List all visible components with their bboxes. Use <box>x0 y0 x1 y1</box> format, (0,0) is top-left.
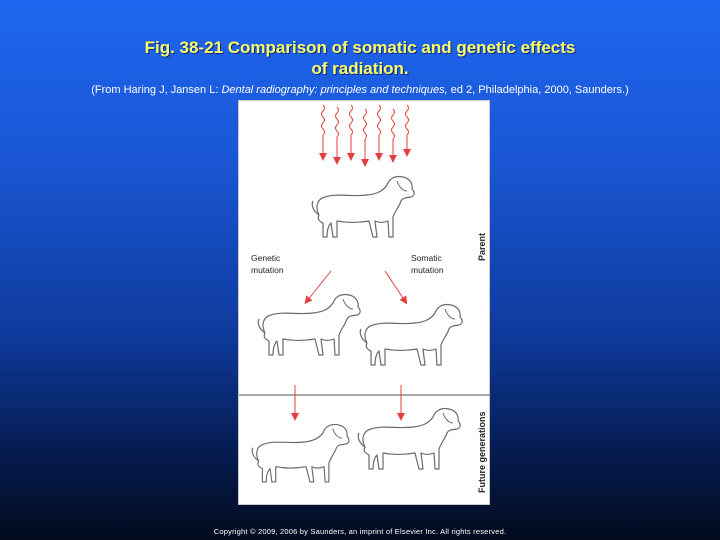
slide-title-line-1: Fig. 38-21 Comparison of somatic and genetic effects <box>144 38 576 57</box>
slide-title-line-2: of radiation. <box>311 59 409 78</box>
genetic-mutation-label-line-1: Genetic <box>251 253 281 263</box>
parent-dog <box>312 176 414 237</box>
somatic-mutation-dog <box>360 304 462 365</box>
slide-title <box>0 37 720 79</box>
somatic-mutation-label-line-2: mutation <box>411 265 444 275</box>
future-dog-left <box>252 424 349 481</box>
genetic-mutation-dog <box>258 294 360 355</box>
somatic-mutation-label-line-1: Somatic <box>411 253 442 263</box>
future-generations-side-label: Future generations <box>477 411 487 493</box>
future-dog-right <box>358 408 460 469</box>
citation-suffix: ed 2, Philadelphia, 2000, Saunders.) <box>447 84 629 96</box>
genetic-mutation-label-line-2: mutation <box>251 265 284 275</box>
figure-illustration <box>239 101 491 506</box>
genetic-arrow <box>307 271 331 301</box>
somatic-arrow <box>385 271 405 301</box>
citation <box>0 84 720 96</box>
parent-side-label: Parent <box>477 232 487 261</box>
citation-prefix: (From Haring J, Jansen L: <box>91 84 222 96</box>
radiation-effects-figure <box>238 100 490 505</box>
citation-book-title: Dental radiography: principles and techniques, <box>221 84 448 96</box>
radiation-rays <box>322 105 409 163</box>
copyright-notice: Copyright © 2009, 2006 by Saunders, an imprint of Elsevier Inc. All rights reserved. <box>213 527 507 536</box>
